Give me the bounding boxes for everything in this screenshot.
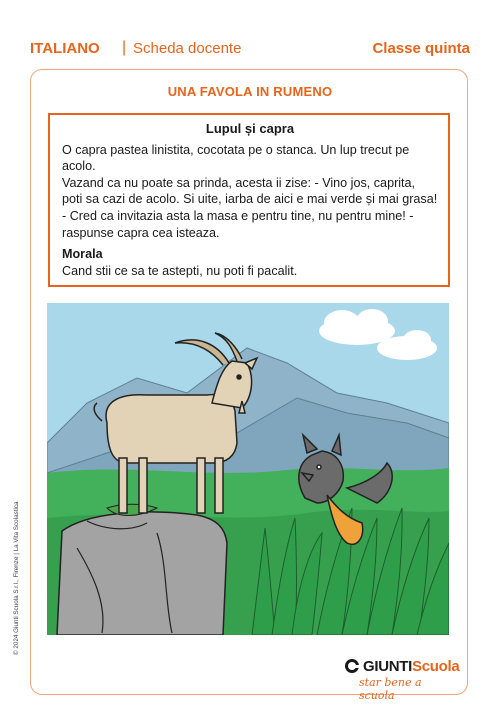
fable-illustration: [47, 303, 449, 635]
brand-main: GIUNTI: [363, 658, 413, 675]
copyright-text: © 2024 Giunti Scuola S.r.l., Firenze | La Vita Scolastica: [13, 501, 20, 655]
class-level-label: Classe quinta: [372, 40, 470, 57]
publisher-logo: [345, 656, 460, 702]
giunti-logo-icon: [345, 659, 359, 673]
page-header: [30, 40, 470, 62]
story-paragraph: O capra pastea linistita, cocotata pe o stanca. Un lup trecut pe acolo.: [62, 142, 410, 174]
sheet-type-label: Scheda docente: [133, 40, 242, 57]
page-title: UNA FAVOLA IN RUMENO: [167, 84, 333, 99]
header-separator: |: [122, 39, 127, 56]
rock: [57, 504, 227, 635]
story-title: Lupul și capra: [205, 121, 295, 136]
moral-text: Cand stii ce sa te astepti, nu poti fi pacalit.: [62, 263, 298, 278]
story-paragraph: Vazand ca nu poate sa prinda, acesta ii zise: - Vino jos, caprita, poti sa cazi de acolo. Si uite, iarba de aici e mai verde și mai grasa! - Cred ca invitazia asta la masa e pentru tine, nu pentru mine! - raspunse capra cea isteaza.: [62, 175, 438, 240]
story-box: [48, 113, 450, 287]
moral-label: Morala: [62, 247, 103, 262]
brand-tagline: star bene a scuola: [359, 676, 422, 702]
brand-accent: Scuola: [412, 658, 460, 675]
brand-name: [363, 658, 459, 675]
subject-label: ITALIANO: [30, 40, 100, 57]
